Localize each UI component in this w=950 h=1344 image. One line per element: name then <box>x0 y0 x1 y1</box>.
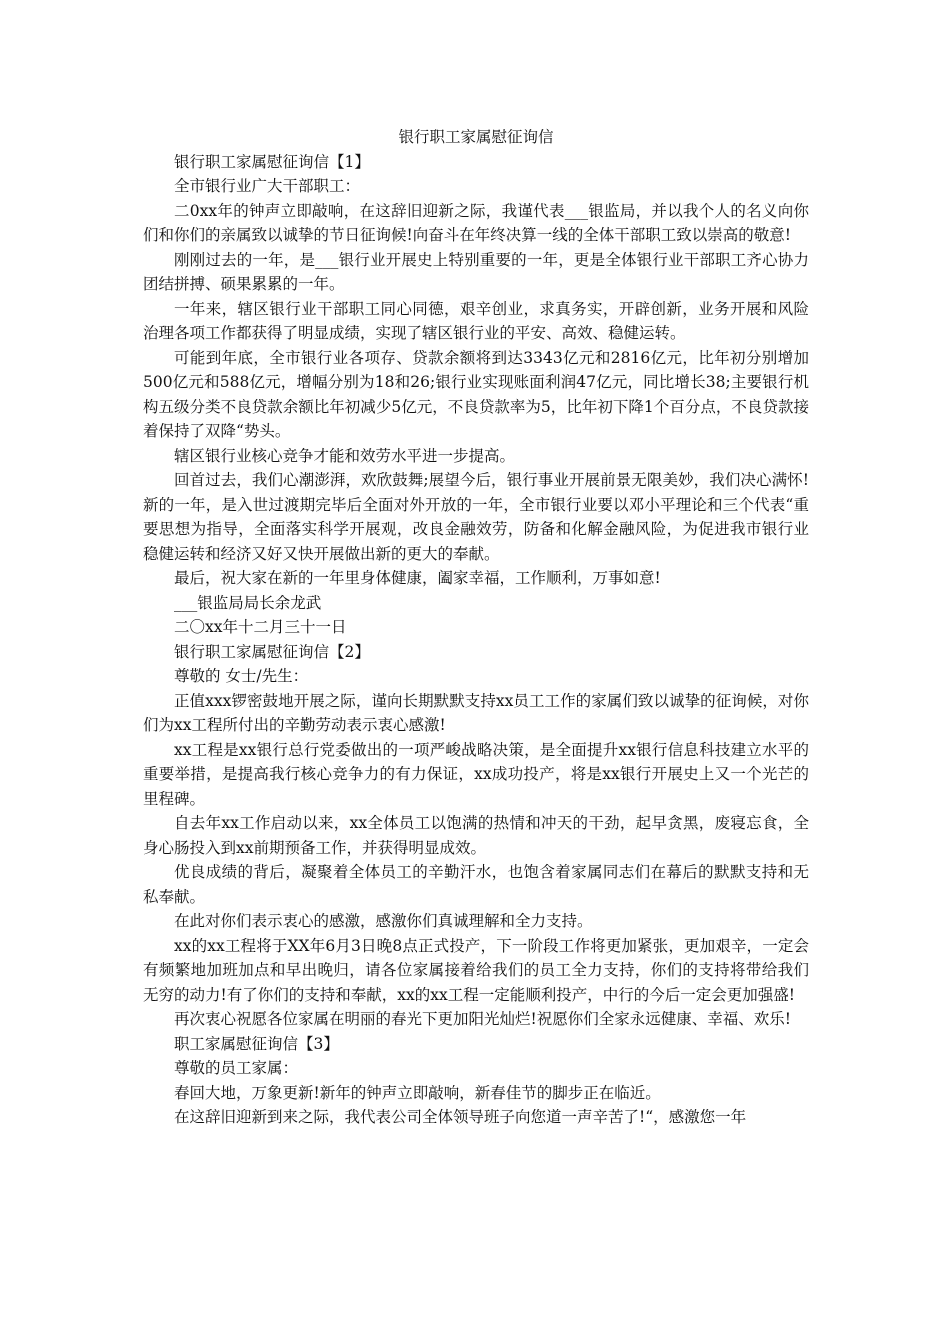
salutation: 尊敬的员工家属： <box>174 1059 299 1077</box>
paragraph: 在此对你们表示衷心的感激，感激你们真诚理解和全力支持。 <box>174 912 593 930</box>
paragraph: 二0xx年的钟声立即敲响，在这辞旧迎新之际，我谨代表___银监局，并以我个人的名义向你们和你们的亲属致以诚挚的节日征询候!向奋斗在年终决算一线的全体干部职工致以崇高的敬意! <box>143 201 809 244</box>
paragraph: 回首过去，我们心潮澎湃，欢欣鼓舞;展望今后，银行事业开展前景无限美妙，我们决心满怀!新的一年，是入世过渡期完毕后全面对外开放的一年，全市银行业要以邓小平理论和三个代表“重要思想为指导，全面落实科学开展观，改良金融效劳，防备和化解金融风险，为促进我市银行业稳健运转和经济又好又快开展做出新的更大的奉献。 <box>143 471 809 563</box>
paragraph: 最后，祝大家在新的一年里身体健康，阖家幸福，工作顺利，万事如意! <box>174 569 661 587</box>
document-page <box>143 125 809 1130</box>
paragraph: 可能到年底，全市银行业各项存、贷款余额将到达3343亿元和2816亿元，比年初分别增加500亿元和588亿元，增幅分别为18和26;银行业实现账面利润47亿元，同比增长38;主要银行机构五级分类不良贷款余额比年初减少5亿元，不良贷款率为5，比年初下降1个百分点，不良贷款接着保持了双降“势头。 <box>143 348 809 440</box>
paragraph: 一年来，辖区银行业干部职工同心同德，艰辛创业，求真务实，开辟创新，业务开展和风险治理各项工作都获得了明显成绩，实现了辖区银行业的平安、高效、稳健运转。 <box>143 299 809 342</box>
paragraph: 辖区银行业核心竞争才能和效劳水平进一步提高。 <box>174 446 516 465</box>
salutation: 尊敬的 女士/先生： <box>174 667 309 685</box>
date-line: 二〇xx年十二月三十一日 <box>174 618 347 636</box>
paragraph: xx的xx工程将于XX年6月3日晚8点正式投产，下一阶段工作将更加紧张，更加艰辛，一定会有频繁地加班加点和早出晚归，请各位家属接着给我们的员工全力支持，你们的支持将带给我们无穷的动力!有了你们的支持和奉献，xx的xx工程一定能顺利投产，中行的今后一定会更加强盛! <box>143 936 809 1004</box>
salutation: 全市银行业广大干部职工： <box>174 177 361 195</box>
signature: ___银监局局长余龙武 <box>174 593 322 612</box>
section-heading-3: 职工家属慰征询信【3】 <box>174 1034 339 1053</box>
paragraph: 春回大地，万象更新!新年的钟声立即敲响，新春佳节的脚步正在临近。 <box>174 1083 661 1102</box>
paragraph: 在这辞旧迎新到来之际，我代表公司全体领导班子向您道一声辛苦了!“，感激您一年 <box>174 1108 747 1126</box>
paragraph: 再次衷心祝愿各位家属在明丽的春光下更加阳光灿烂!祝愿你们全家永远健康、幸福、欢乐! <box>174 1010 791 1028</box>
paragraph: 优良成绩的背后，凝聚着全体员工的辛勤汗水，也饱含着家属同志们在幕后的默默支持和无私奉献。 <box>143 863 809 906</box>
paragraph: xx工程是xx银行总行党委做出的一项严峻战略决策，是全面提升xx银行信息科技建立水平的重要举措，是提高我行核心竞争力的有力保证，xx成功投产，将是xx银行开展史上又一个光芒的里程碑。 <box>143 740 809 808</box>
paragraph: 刚刚过去的一年，是___银行业开展史上特别重要的一年，更是全体银行业干部职工齐心协力团结拼搏、硕果累累的一年。 <box>143 250 809 293</box>
paragraph: 正值xxx锣密鼓地开展之际，谨向长期默默支持xx员工工作的家属们致以诚挚的征询候，对你们为xx工程所付出的辛勤劳动表示衷心感激! <box>143 691 809 734</box>
section-heading-2: 银行职工家属慰征询信【2】 <box>174 642 370 661</box>
section-heading-1: 银行职工家属慰征询信【1】 <box>174 152 370 171</box>
paragraph: 自去年xx工作启动以来，xx全体员工以饱满的热情和冲天的干劲，起早贪黑，废寝忘食，全身心肠投入到xx前期预备工作，并获得明显成效。 <box>143 814 809 857</box>
document-title: 银行职工家属慰征询信 <box>398 128 554 146</box>
